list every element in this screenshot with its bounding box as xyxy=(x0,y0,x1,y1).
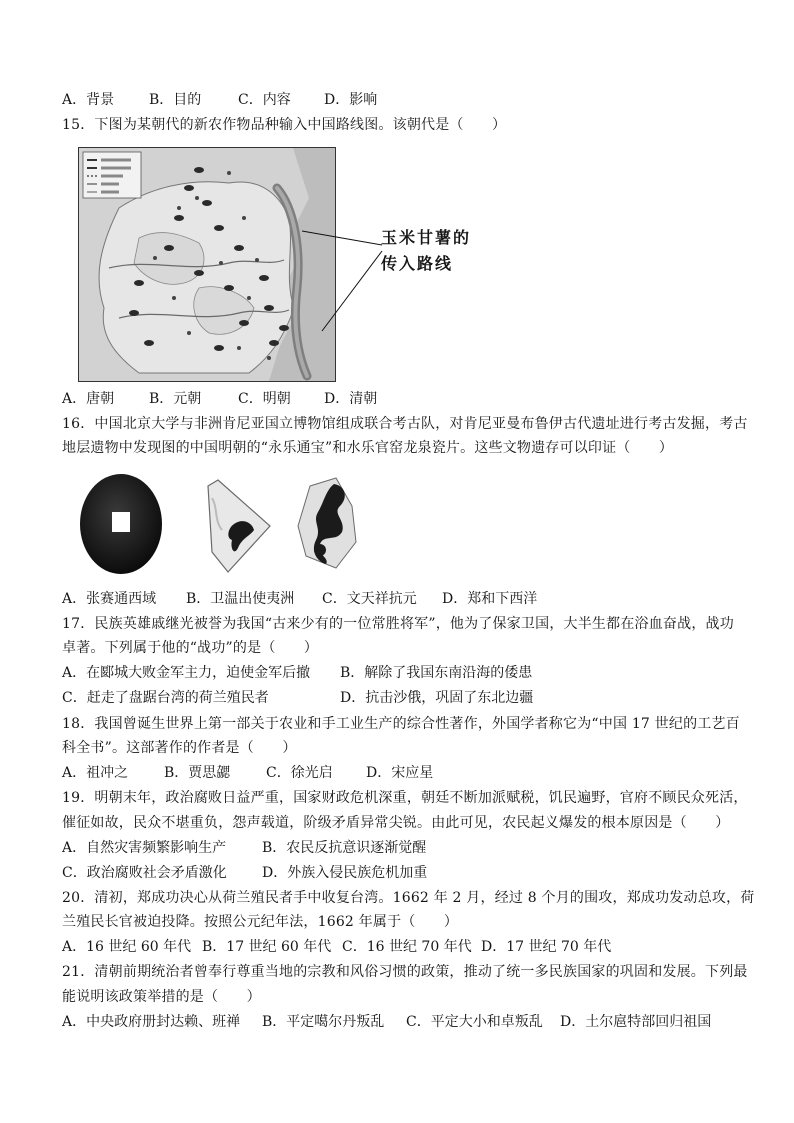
q20-option-a: A．16 世纪 60 年代 xyxy=(62,939,192,955)
q17-stem-line1: 17．民族英雄戚继光被誉为我国“古来少有的一位常胜将军”，他为了保家卫国，大半生都在浴血奋战，战功 xyxy=(62,616,734,632)
q21-option-c: C．平定大小和卓叛乱 xyxy=(406,1014,543,1030)
q15-option-d: D．清朝 xyxy=(324,391,378,407)
route-map-figure xyxy=(78,147,336,382)
q19-stem-line1: 19．明朝末年，政治腐败日益严重，国家财政危机深重，朝廷不断加派赋税，饥民遍野，官府不顾民众死活， xyxy=(62,790,748,806)
q16-option-b: B．卫温出使夷洲 xyxy=(186,591,295,607)
q17-option-b: B．解除了我国东南沿海的倭患 xyxy=(340,665,533,681)
q14-option-b: B．目的 xyxy=(149,92,202,108)
q15-option-c: C．明朝 xyxy=(238,391,291,407)
map-callout-line1: 玉米甘薯的 xyxy=(381,228,472,247)
q19-option-c: C．政治腐败社会矛盾激化 xyxy=(62,865,227,881)
q15-option-b: B．元朝 xyxy=(149,391,202,407)
q18-option-d: D．宋应星 xyxy=(366,765,434,781)
q15-stem: 15．下图为某朝代的新农作物品种输入中国路线图。该朝代是（ ） xyxy=(62,117,507,133)
q18-option-a: A．祖冲之 xyxy=(62,765,129,781)
q17-option-a: A．在郾城大败金军主力，迫使金军后撤 xyxy=(62,665,311,681)
q19-option-d: D．外族入侵民族危机加重 xyxy=(262,865,428,881)
q17-option-d: D．抗击沙俄，巩固了东北边疆 xyxy=(340,690,534,706)
q17-stem-line2: 卓著。下列属于他的“战功”的是（ ） xyxy=(62,640,319,656)
porcelain-shard-2-image xyxy=(296,476,360,572)
q16-option-c: C．文天祥抗元 xyxy=(322,591,417,607)
q14-option-a: A．背景 xyxy=(62,92,115,108)
q21-stem-line2: 能说明该政策举措的是（ ） xyxy=(62,989,261,1005)
porcelain-shard-1-image xyxy=(204,478,274,574)
q18-option-b: B．贾思勰 xyxy=(164,765,231,781)
q19-option-a: A．自然灾害频繁影响生产 xyxy=(62,840,227,856)
q14-option-c: C．内容 xyxy=(238,92,291,108)
q21-stem-line1: 21．清朝前期统治者曾奉行尊重当地的宗教和风俗习惯的政策，推动了统一多民族国家的巩固和发展。下列最 xyxy=(62,964,748,980)
yongle-coin-image xyxy=(78,472,164,576)
q21-option-a: A．中央政府册封达赖、班禅 xyxy=(62,1014,241,1030)
q17-option-c: C．赶走了盘踞台湾的荷兰殖民者 xyxy=(62,690,269,706)
q18-stem-line2: 科全书”。这部著作的作者是（ ） xyxy=(62,740,297,756)
q16-option-a: A．张赛通西域 xyxy=(62,591,157,607)
q21-option-b: B．平定噶尔丹叛乱 xyxy=(262,1014,385,1030)
q20-stem-line1: 20．清初，郑成功决心从荷兰殖民者手中收复台湾。1662 年 2 月，经过 8 个月的围攻，郑成功发动总攻，荷 xyxy=(62,890,755,906)
q19-stem-line2: 催征如故，民众不堪重负，怨声载道，阶级矛盾异常尖锐。由此可见，农民起义爆发的根本原因是（ ） xyxy=(62,815,730,831)
q18-option-c: C．徐光启 xyxy=(266,765,333,781)
q14-option-d: D．影响 xyxy=(324,92,378,108)
callout-pointer-lines xyxy=(300,225,384,335)
q15-option-a: A．唐朝 xyxy=(62,391,115,407)
q19-option-b: B．农民反抗意识逐渐觉醒 xyxy=(262,840,427,856)
q16-stem-line1: 16．中国北京大学与非洲肯尼亚国立博物馆组成联合考古队，对肯尼亚曼布鲁伊古代遗址进行考古发掘，考古 xyxy=(62,416,748,432)
q20-stem-line2: 兰殖民长官被迫投降。按照公元纪年法，1662 年属于（ ） xyxy=(62,914,459,930)
q20-option-d: D．17 世纪 70 年代 xyxy=(481,939,612,955)
q20-option-c: C．16 世纪 70 年代 xyxy=(342,939,472,955)
map-illustration xyxy=(79,148,335,381)
map-callout-line2: 传入路线 xyxy=(381,254,454,273)
q16-stem-line2: 地层遗物中发现图的中国明朝的“永乐通宝”和水乐官窑龙泉瓷片。这些文物遗存可以印证（ ） xyxy=(62,440,674,456)
q16-option-d: D．郑和下西洋 xyxy=(442,591,538,607)
q21-option-d: D．土尔扈特部回归祖国 xyxy=(560,1014,712,1030)
q18-stem-line1: 18．我国曾诞生世界上第一部关于农业和手工业生产的综合性著作，外国学者称它为“中国 17 世纪的工艺百 xyxy=(62,716,740,732)
q20-option-b: B．17 世纪 60 年代 xyxy=(202,939,332,955)
